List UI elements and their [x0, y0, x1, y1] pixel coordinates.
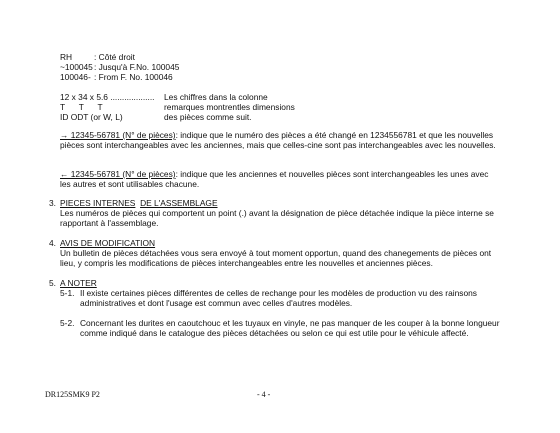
section-3-title-a: PIECES INTERNES — [60, 198, 136, 208]
note-5-1-text: Il existe certaines pièces différentes de celles de rechange pour les modèles de production vu des rainsons administratives et dont l'usage est commun avec celles d'autres modèles. — [80, 288, 477, 309]
arrow-right-code: → 12345-56781 (N° de pièces) — [60, 130, 176, 140]
legend-code-rh: RH — [60, 52, 73, 62]
section-3-title — [60, 198, 218, 208]
arrow-right-paragraph — [60, 130, 500, 151]
section-5-number: 5. — [49, 278, 56, 288]
legend-code-until: ~100045 — [60, 62, 93, 72]
section-3-body: Les numéros de pièces qui comportent un point (.) avant la désignation de pièce détachée indique la pièce interne se rapportant à l'assemblage. — [60, 208, 494, 229]
arrow-left-paragraph — [60, 169, 500, 190]
arrow-right-text: : indique que le numéro des pièces a été changé en 1234556781 et que les nouvelles pièces sont interchangeables avec les anciennes, mais que celles-cine sont pas interchangeables avec les nouvelles. — [60, 130, 496, 151]
legend-desc-until: : Jusqu'à F.No. 100045 — [94, 62, 180, 72]
note-5-1-number: 5-1. — [60, 288, 75, 298]
dims-labels: ID ODT (or W, L) — [60, 112, 123, 122]
arrow-left-text: : indique que les anciennes et nouvelles pièces sont interchangeables les unes avec les autres et sont utilisables chacune. — [60, 169, 489, 190]
section-4-title: AVIS DE MODIFICATION — [60, 238, 156, 248]
section-5-title: A NOTER — [60, 278, 97, 288]
section-3-number: 3. — [49, 198, 56, 208]
legend-desc-from: : From F. No. 100046 — [94, 72, 173, 82]
dims-example: 12 x 34 x 5.6 ................... — [60, 92, 155, 102]
legend-code-from: 100046- — [60, 72, 91, 82]
section-3-title-b: DE L'ASSEMBLAGE — [140, 198, 218, 208]
section-4-body: Un bulletin de pièces détachées vous sera envoyé à tout moment opportun, quand des chanegements de pièces ont lieu, y compris les modifications de pièces interchangeables entre les nouvelles et anciennes pièces. — [60, 248, 492, 269]
note-5-2-text: Concernant les durites en caoutchouc et les tuyaux en vinyle, ne pas manquer de les couper à la bonne longueur comme indiqué dans le catalogue des pièces détachées ou selon ce qui est utile pour le véhicule affecté. — [80, 318, 500, 339]
dims-note-1: Les chiffres dans la colonne — [164, 92, 268, 102]
section-4-number: 4. — [49, 238, 56, 248]
footer-page-number: - 4 - — [257, 390, 271, 399]
dims-tolerance: T T T — [60, 102, 103, 112]
legend-desc-rh: : Côté droit — [94, 52, 135, 62]
dims-note-2: remarques montrentles dimensions — [164, 102, 295, 112]
dims-note-3: des pièces comme suit. — [164, 112, 252, 122]
note-5-2-number: 5-2. — [60, 318, 75, 328]
arrow-left-code: ← 12345-56781 (N° de pièces) — [60, 169, 176, 179]
footer-doc-code: DR125SMK9 P2 — [45, 390, 100, 399]
